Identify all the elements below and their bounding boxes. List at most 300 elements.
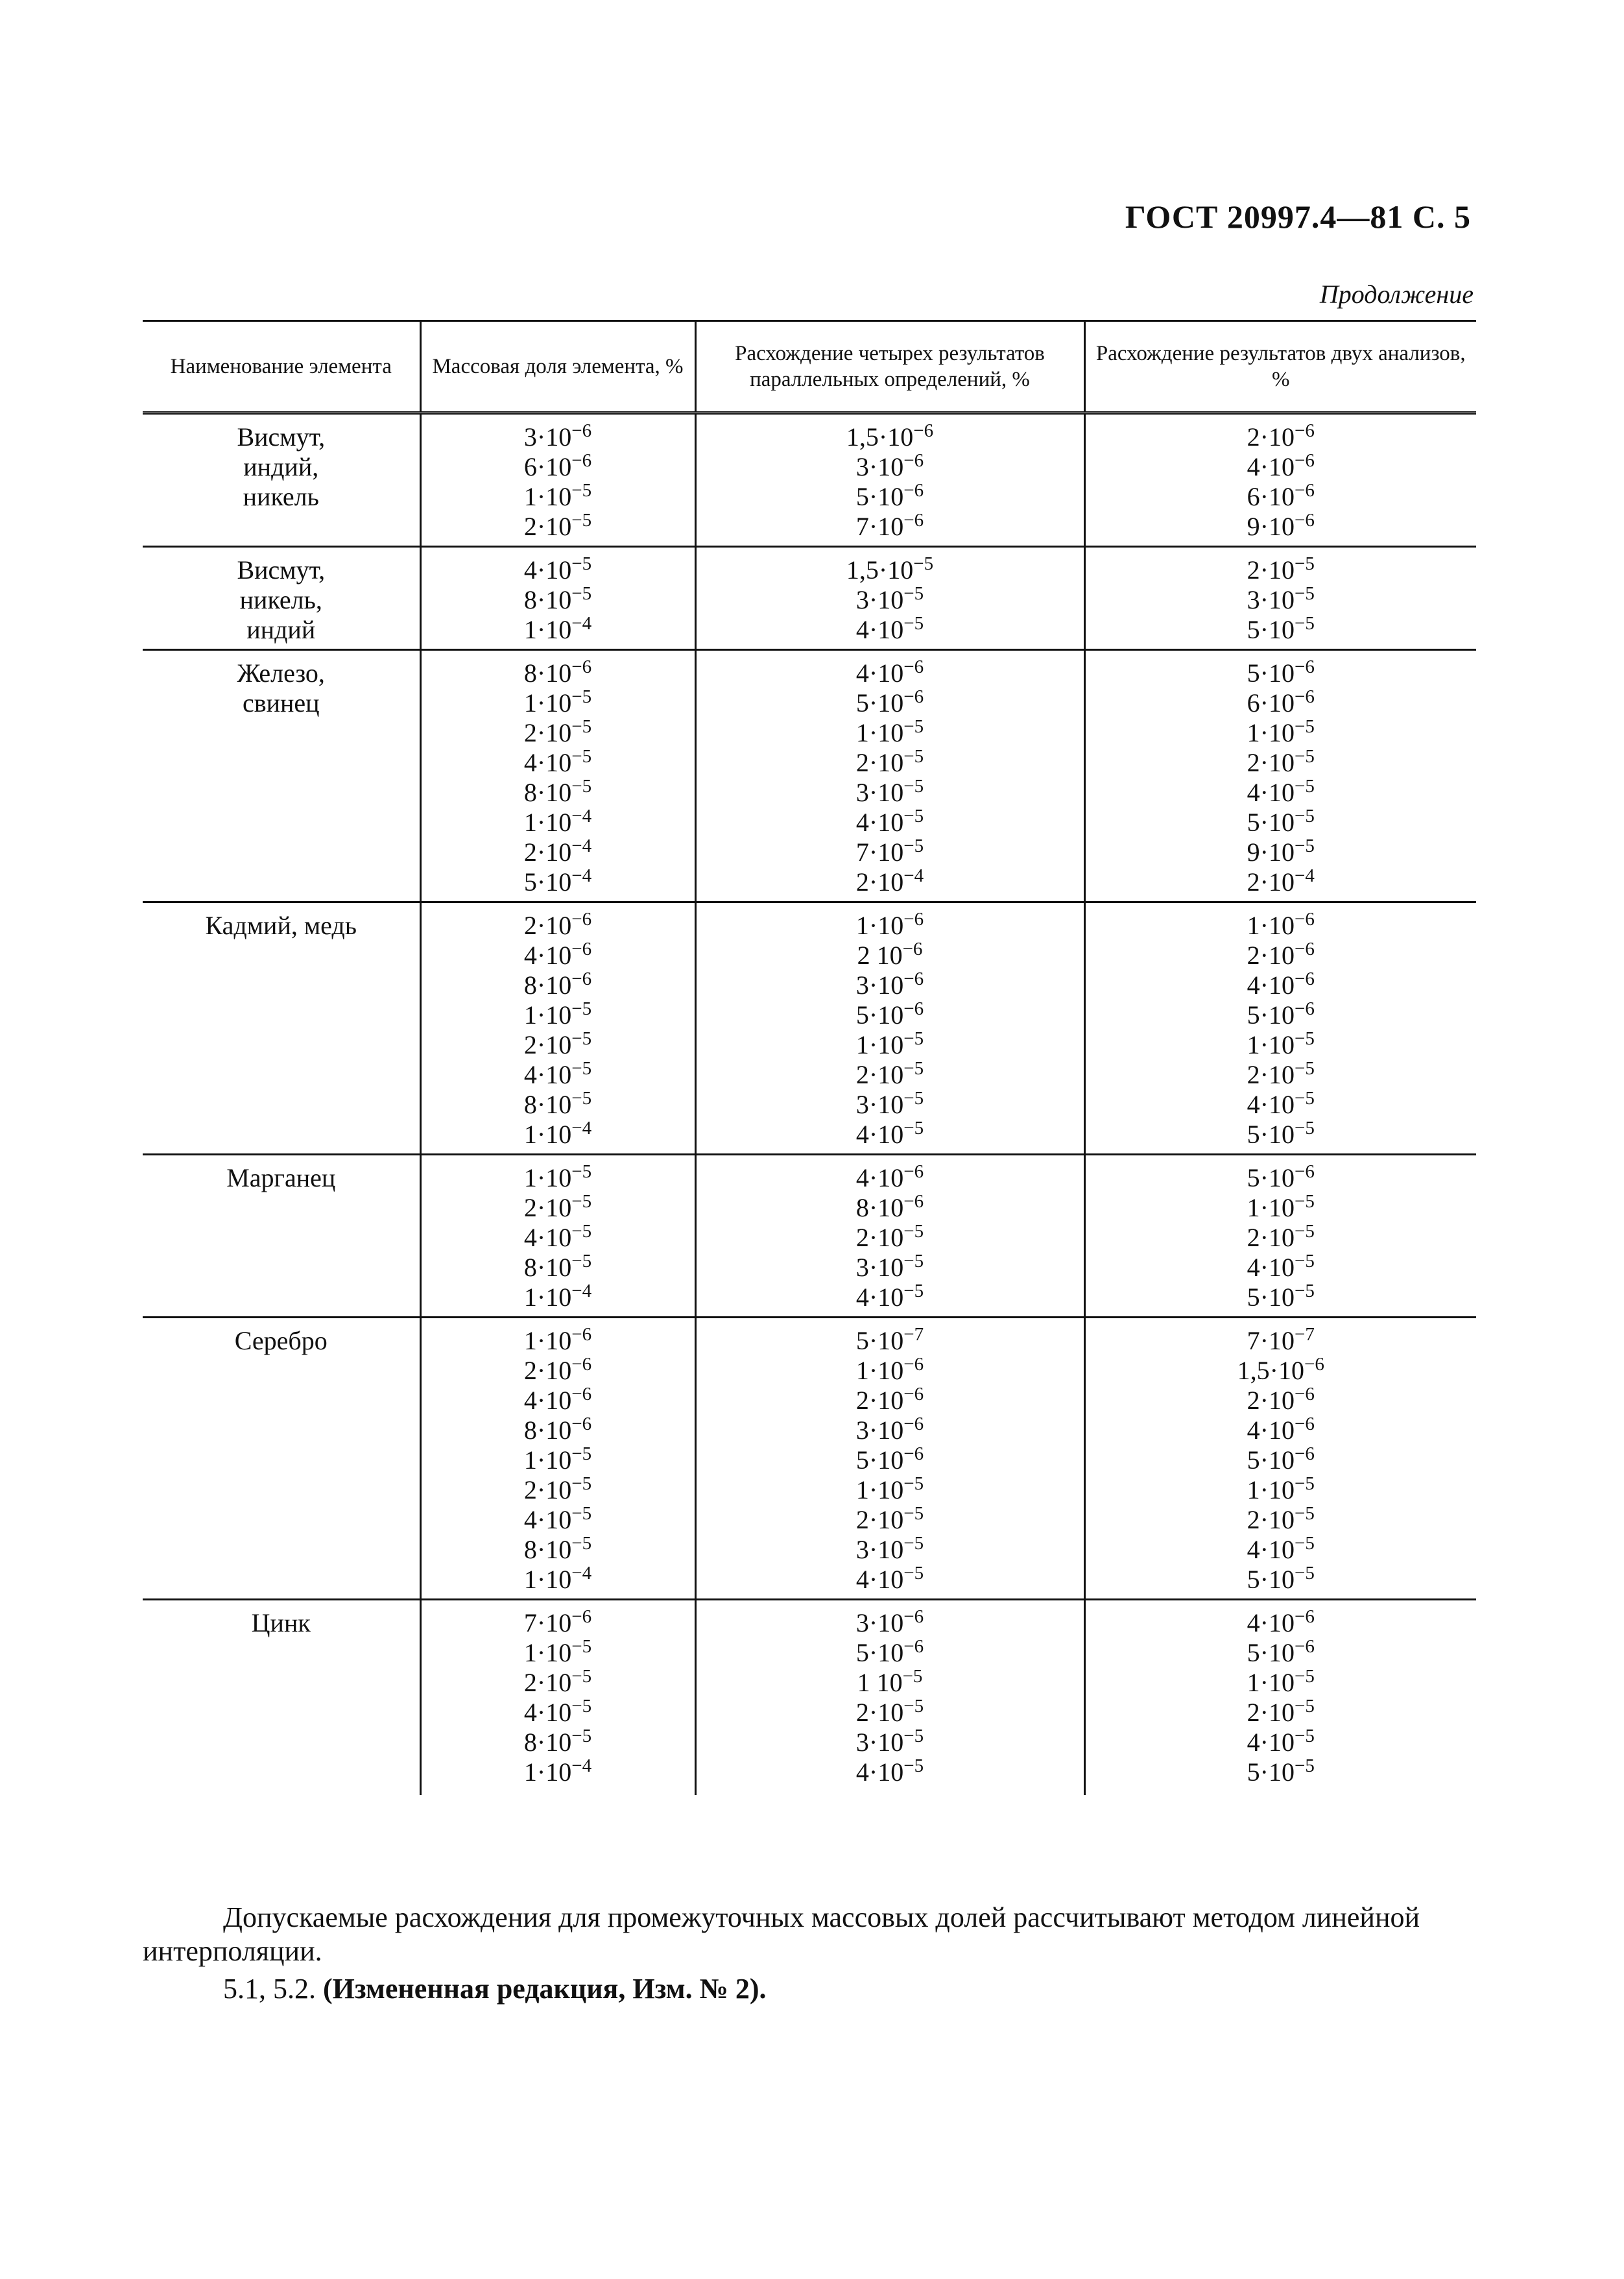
table-value (1086, 1253, 1477, 1283)
interpolation-note: Допускаемые расхождения для промежуточных массовых долей рассчитывают методом линейной интерполяции. (143, 1901, 1420, 1967)
value-exponent: −6 (903, 480, 924, 501)
value-exponent: −5 (1294, 583, 1315, 604)
table-value (1086, 1668, 1477, 1698)
table-value (422, 1728, 695, 1757)
value-exponent: −4 (903, 865, 924, 886)
table-value (697, 718, 1084, 748)
value-exponent: −6 (1294, 939, 1315, 959)
value-mantissa: 4·10 (855, 615, 904, 644)
table-value (422, 1253, 695, 1283)
value-mantissa: 2·10 (1247, 422, 1295, 452)
value-mantissa: 2·10 (523, 1193, 572, 1222)
table-value (1086, 1163, 1477, 1193)
value-mantissa: 1·10 (523, 1163, 572, 1192)
value-mantissa: 5·10 (1247, 1638, 1295, 1667)
value-exponent: −6 (903, 686, 924, 707)
value-mantissa: 1·10 (523, 1757, 572, 1787)
table-value (697, 1060, 1084, 1090)
value-mantissa: 8·10 (523, 1535, 572, 1564)
value-exponent: −7 (903, 1324, 924, 1345)
table-header-row (143, 321, 1476, 413)
value-exponent: −6 (1294, 1606, 1315, 1627)
element-name-line: Марганец (226, 1163, 336, 1192)
element-name-line: Висмут, (237, 555, 326, 585)
table-value (697, 838, 1084, 867)
value-exponent: −5 (1294, 1221, 1315, 1242)
table-value (1086, 1283, 1477, 1312)
value-exponent: −6 (571, 420, 592, 441)
value-exponent: −6 (903, 657, 924, 677)
value-exponent: −6 (1294, 998, 1315, 1019)
value-exponent: −4 (571, 836, 592, 856)
table-value (1086, 971, 1477, 1000)
value-mantissa: 1·10 (855, 1475, 904, 1504)
value-mantissa: 5·10 (855, 482, 904, 511)
value-mantissa: 3·10 (855, 1608, 904, 1637)
table-value (1086, 941, 1477, 971)
table-value (697, 1668, 1084, 1698)
table-value (1086, 838, 1477, 867)
table-value (697, 1000, 1084, 1030)
parallel-discrepancy-cell (695, 650, 1084, 902)
table-value (1086, 1638, 1477, 1668)
table-value (697, 482, 1084, 512)
value-exponent: −6 (903, 909, 924, 930)
table-value (422, 1356, 695, 1386)
value-mantissa: 1·10 (523, 1565, 572, 1594)
table-value (697, 1416, 1084, 1445)
value-mantissa: 1,5·10 (846, 422, 914, 452)
table-value (422, 971, 695, 1000)
value-exponent: −5 (571, 716, 592, 737)
value-mantissa: 2·10 (855, 1386, 904, 1415)
analysis-discrepancy-cell (1084, 1155, 1476, 1318)
table-row-group (143, 1155, 1476, 1318)
value-mantissa: 8·10 (855, 1193, 904, 1222)
table-value (1086, 778, 1477, 808)
table-value (422, 941, 695, 971)
table-value (1086, 452, 1477, 482)
value-exponent: −6 (903, 1161, 924, 1182)
value-mantissa: 1·10 (523, 1638, 572, 1667)
value-mantissa: 2·10 (855, 1060, 904, 1089)
table-value (697, 1090, 1084, 1120)
value-exponent: −5 (903, 1221, 924, 1242)
element-name-line: индий (246, 615, 316, 644)
table-value (1086, 1356, 1477, 1386)
value-mantissa: 4·10 (855, 1565, 904, 1594)
table-value (697, 1698, 1084, 1728)
amendment-prefix: 5.1, 5.2. (223, 1973, 316, 2005)
value-exponent: −4 (571, 806, 592, 826)
table-value (1086, 1416, 1477, 1445)
value-mantissa: 1·10 (1247, 1030, 1295, 1059)
value-mantissa: 1·10 (523, 1000, 572, 1030)
value-mantissa: 4·10 (1247, 1253, 1295, 1282)
value-mantissa: 1·10 (523, 1120, 572, 1149)
value-mantissa: 2·10 (523, 1030, 572, 1059)
value-mantissa: 2·10 (1247, 555, 1295, 585)
value-mantissa: 2·10 (523, 1475, 572, 1504)
value-exponent: −6 (1304, 1354, 1324, 1375)
value-exponent: −5 (903, 806, 924, 826)
value-mantissa: 8·10 (523, 971, 572, 1000)
value-mantissa: 1 10 (857, 1668, 903, 1697)
analysis-discrepancy-cell (1084, 902, 1476, 1155)
value-exponent: −5 (903, 1563, 924, 1584)
amendment-note (143, 1972, 1476, 2006)
value-exponent: −5 (571, 480, 592, 501)
value-mantissa: 8·10 (523, 1728, 572, 1757)
table-value (422, 911, 695, 941)
column-header-analysis-discrepancy: Расхождение результатов двух анализов, % (1084, 321, 1476, 413)
value-mantissa: 2·10 (523, 911, 572, 940)
table-value (697, 1253, 1084, 1283)
mass-fraction-cell (420, 1318, 695, 1600)
value-mantissa: 5·10 (855, 688, 904, 717)
table-value (697, 941, 1084, 971)
table-value (422, 1416, 695, 1445)
value-exponent: −5 (571, 1503, 592, 1524)
value-mantissa: 1·10 (523, 1283, 572, 1312)
column-header-element: Наименование элемента (143, 321, 420, 413)
value-mantissa: 6·10 (1247, 688, 1295, 717)
table-value (697, 422, 1084, 452)
table-value (697, 688, 1084, 718)
value-mantissa: 5·10 (1247, 1283, 1295, 1312)
table-value (1086, 1445, 1477, 1475)
table-value (697, 658, 1084, 688)
table-value (422, 1698, 695, 1728)
value-mantissa: 1·10 (1247, 718, 1295, 747)
value-exponent: −5 (903, 1473, 924, 1494)
table-value (422, 808, 695, 838)
table-value (1086, 585, 1477, 615)
value-mantissa: 4·10 (523, 1698, 572, 1727)
table-row-group (143, 413, 1476, 547)
value-mantissa: 3·10 (855, 1090, 904, 1119)
value-exponent: −5 (1294, 553, 1315, 574)
table-value (697, 1445, 1084, 1475)
table-value (422, 1505, 695, 1535)
value-exponent: −5 (1294, 836, 1315, 856)
analysis-discrepancy-cell (1084, 413, 1476, 547)
value-mantissa: 3·10 (855, 778, 904, 807)
value-exponent: −5 (571, 1221, 592, 1242)
element-name-cell (143, 1318, 420, 1600)
table-row-group (143, 1600, 1476, 1796)
value-mantissa: 4·10 (523, 1223, 572, 1252)
value-exponent: −6 (903, 1191, 924, 1212)
element-name-line: Кадмий, медь (205, 911, 357, 940)
value-exponent: −5 (1294, 1251, 1315, 1272)
table-value (422, 1283, 695, 1312)
value-exponent: −6 (1294, 1636, 1315, 1657)
value-mantissa: 8·10 (523, 1090, 572, 1119)
parallel-discrepancy-cell (695, 902, 1084, 1155)
value-exponent: −5 (1294, 613, 1315, 634)
value-exponent: −4 (571, 1755, 592, 1776)
value-mantissa: 4·10 (855, 1283, 904, 1312)
value-mantissa: 5·10 (855, 1326, 904, 1355)
table-value (1086, 1475, 1477, 1505)
value-mantissa: 1,5·10 (1237, 1356, 1304, 1385)
value-exponent: −5 (1294, 1058, 1315, 1079)
value-mantissa: 2·10 (523, 512, 572, 541)
value-mantissa: 3·10 (855, 1416, 904, 1445)
table-value (697, 778, 1084, 808)
table-value (1086, 1757, 1477, 1787)
value-exponent: −5 (1294, 1088, 1315, 1109)
value-exponent: −5 (903, 1726, 924, 1746)
table-value (422, 1120, 695, 1150)
value-exponent: −6 (1294, 657, 1315, 677)
table-value (422, 512, 695, 542)
table-value (422, 1223, 695, 1253)
value-exponent: −5 (1294, 1563, 1315, 1584)
value-exponent: −6 (903, 510, 924, 531)
table-value (422, 1030, 695, 1060)
element-name-line: Железо, (237, 658, 325, 688)
value-exponent: −6 (903, 450, 924, 471)
table-value (697, 555, 1084, 585)
table-value (422, 1000, 695, 1030)
parallel-discrepancy-cell (695, 413, 1084, 547)
value-mantissa: 1·10 (523, 482, 572, 511)
value-mantissa: 1,5·10 (846, 555, 914, 585)
amendment-bold: (Измененная редакция, Изм. № 2). (323, 1973, 767, 2005)
table-value (422, 1090, 695, 1120)
value-exponent: −5 (571, 1696, 592, 1717)
footer-text (143, 1901, 1476, 2006)
value-mantissa: 1·10 (1247, 1668, 1295, 1697)
value-mantissa: 4·10 (1247, 971, 1295, 1000)
element-name-cell (143, 650, 420, 902)
table-value (697, 808, 1084, 838)
table-value (697, 1386, 1084, 1416)
table-value (422, 1535, 695, 1565)
value-exponent: −6 (1294, 450, 1315, 471)
value-exponent: −5 (1294, 1503, 1315, 1524)
value-exponent: −5 (903, 1696, 924, 1717)
table-value (1086, 1505, 1477, 1535)
value-exponent: −5 (571, 510, 592, 531)
value-exponent: −5 (571, 1088, 592, 1109)
value-mantissa: 4·10 (855, 808, 904, 837)
value-mantissa: 4·10 (855, 1120, 904, 1149)
element-name-line: Цинк (251, 1608, 311, 1637)
value-exponent: −6 (571, 1324, 592, 1345)
value-mantissa: 2 10 (857, 941, 903, 970)
table-value (1086, 808, 1477, 838)
value-mantissa: 1·10 (1247, 1475, 1295, 1504)
value-mantissa: 4·10 (855, 658, 904, 688)
value-mantissa: 4·10 (523, 941, 572, 970)
table-value (697, 1728, 1084, 1757)
table-value (1086, 482, 1477, 512)
value-mantissa: 8·10 (523, 778, 572, 807)
value-exponent: −6 (913, 420, 934, 441)
value-exponent: −6 (903, 1354, 924, 1375)
value-mantissa: 4·10 (1247, 1416, 1295, 1445)
value-exponent: −5 (571, 583, 592, 604)
parallel-discrepancy-cell (695, 1600, 1084, 1796)
table-value (1086, 911, 1477, 941)
table-value (1086, 1728, 1477, 1757)
value-exponent: −6 (903, 1384, 924, 1405)
table-value (1086, 555, 1477, 585)
value-exponent: −6 (1294, 969, 1315, 989)
value-mantissa: 1·10 (1247, 1193, 1295, 1222)
table-row-group (143, 902, 1476, 1155)
value-exponent: −6 (571, 450, 592, 471)
value-exponent: −4 (571, 1118, 592, 1139)
value-exponent: −5 (903, 1251, 924, 1272)
value-mantissa: 2·10 (1247, 941, 1295, 970)
value-mantissa: 3·10 (855, 452, 904, 481)
value-exponent: −5 (571, 746, 592, 767)
value-mantissa: 4·10 (1247, 452, 1295, 481)
continuation-label: Продолжение (1319, 280, 1474, 309)
value-mantissa: 9·10 (1247, 838, 1295, 867)
element-name-line: индий, (243, 452, 319, 481)
value-exponent: −6 (903, 1414, 924, 1434)
value-mantissa: 1·10 (855, 1356, 904, 1385)
value-mantissa: 5·10 (855, 1638, 904, 1667)
table-value (1086, 1608, 1477, 1638)
value-exponent: −5 (903, 1503, 924, 1524)
table-value (1086, 867, 1477, 897)
value-exponent: −5 (903, 1058, 924, 1079)
value-exponent: −5 (571, 1533, 592, 1554)
table-value (1086, 1000, 1477, 1030)
column-header-parallel-discrepancy: Расхождение четырех результатов параллельных определений, % (695, 321, 1084, 413)
value-exponent: −6 (903, 1606, 924, 1627)
table-value (697, 867, 1084, 897)
table-value (1086, 688, 1477, 718)
value-exponent: −6 (1294, 1161, 1315, 1182)
analysis-discrepancy-cell (1084, 650, 1476, 902)
value-mantissa: 2·10 (1247, 1060, 1295, 1089)
value-exponent: −6 (1294, 480, 1315, 501)
value-mantissa: 5·10 (855, 1445, 904, 1475)
value-mantissa: 5·10 (855, 1000, 904, 1030)
value-mantissa: 4·10 (1247, 1535, 1295, 1564)
table-value (697, 1475, 1084, 1505)
value-mantissa: 4·10 (855, 1757, 904, 1787)
value-mantissa: 5·10 (1247, 1565, 1295, 1594)
value-exponent: −5 (1294, 1028, 1315, 1049)
value-exponent: −5 (903, 836, 924, 856)
value-exponent: −5 (1294, 746, 1315, 767)
table-value (422, 555, 695, 585)
table-value (422, 1163, 695, 1193)
element-name-cell (143, 547, 420, 650)
table-value (1086, 615, 1477, 645)
table-value (422, 422, 695, 452)
value-exponent: −5 (1294, 1118, 1315, 1139)
value-exponent: −5 (571, 1191, 592, 1212)
value-mantissa: 5·10 (1247, 615, 1295, 644)
value-exponent: −5 (1294, 716, 1315, 737)
value-mantissa: 2·10 (855, 1505, 904, 1534)
value-mantissa: 2·10 (1247, 748, 1295, 777)
value-exponent: −6 (1294, 1384, 1315, 1405)
value-exponent: −6 (902, 939, 923, 959)
parallel-discrepancy-cell (695, 1318, 1084, 1600)
value-exponent: −4 (571, 865, 592, 886)
element-name-cell (143, 902, 420, 1155)
value-mantissa: 1·10 (855, 718, 904, 747)
value-exponent: −6 (1294, 420, 1315, 441)
table-value (697, 585, 1084, 615)
value-exponent: −5 (571, 776, 592, 797)
value-mantissa: 1·10 (523, 1326, 572, 1355)
value-mantissa: 8·10 (523, 1253, 572, 1282)
value-exponent: −4 (1294, 865, 1315, 886)
value-exponent: −5 (571, 1161, 592, 1182)
value-mantissa: 1·10 (523, 808, 572, 837)
value-exponent: −5 (1294, 1726, 1315, 1746)
value-exponent: −5 (571, 1636, 592, 1657)
value-exponent: −4 (571, 613, 592, 634)
value-mantissa: 5·10 (1247, 1163, 1295, 1192)
value-exponent: −5 (903, 1118, 924, 1139)
table-value (422, 585, 695, 615)
mass-fraction-cell (420, 1155, 695, 1318)
value-mantissa: 7·10 (855, 838, 904, 867)
value-exponent: −6 (571, 969, 592, 989)
table-value (422, 658, 695, 688)
value-mantissa: 3·10 (855, 1253, 904, 1282)
value-exponent: −6 (903, 969, 924, 989)
table-value (1086, 422, 1477, 452)
table-value (697, 1638, 1084, 1668)
value-exponent: −4 (571, 1281, 592, 1301)
value-mantissa: 9·10 (1247, 512, 1295, 541)
value-exponent: −6 (571, 909, 592, 930)
element-name-line: Серебро (234, 1326, 328, 1355)
value-exponent: −5 (903, 746, 924, 767)
value-exponent: −6 (1294, 510, 1315, 531)
value-exponent: −5 (1294, 1533, 1315, 1554)
value-mantissa: 2·10 (1247, 1386, 1295, 1415)
analysis-discrepancy-cell (1084, 1600, 1476, 1796)
table-value (1086, 512, 1477, 542)
value-exponent: −6 (571, 1606, 592, 1627)
value-mantissa: 6·10 (523, 452, 572, 481)
value-exponent: −4 (571, 1563, 592, 1584)
value-exponent: −5 (903, 716, 924, 737)
value-mantissa: 2·10 (523, 1668, 572, 1697)
value-exponent: −5 (571, 1028, 592, 1049)
table-row-group (143, 547, 1476, 650)
table-value (422, 718, 695, 748)
value-exponent: −5 (1294, 1755, 1315, 1776)
table-value (422, 867, 695, 897)
value-mantissa: 2·10 (523, 838, 572, 867)
table-row-group (143, 650, 1476, 902)
table-value (697, 1120, 1084, 1150)
table-value (697, 1283, 1084, 1312)
value-exponent: −6 (1294, 1443, 1315, 1464)
value-mantissa: 4·10 (523, 1386, 572, 1415)
table-value (697, 1757, 1084, 1787)
table-value (1086, 1090, 1477, 1120)
value-mantissa: 3·10 (855, 1535, 904, 1564)
table-value (1086, 658, 1477, 688)
value-exponent: −5 (913, 553, 934, 574)
